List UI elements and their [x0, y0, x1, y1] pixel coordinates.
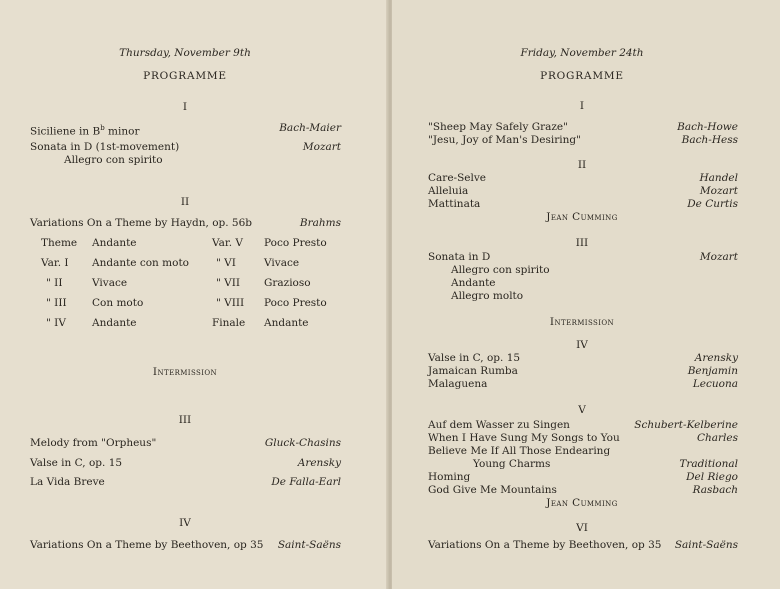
composer: De Falla-Earl [271, 476, 341, 488]
right-section-numeral: V [578, 404, 586, 416]
left-section-numeral: IV [179, 517, 191, 529]
piece-title: Variations On a Theme by Beethoven, op 35 [428, 539, 662, 551]
composer: Brahms [299, 217, 341, 229]
piece-title: Malaguena [428, 378, 488, 390]
variation-tempo: Andante [92, 317, 137, 329]
variation-number: Var. I [41, 257, 69, 269]
piece-title: God Give Me Mountains [428, 484, 557, 496]
variation-tempo: Poco Presto [264, 297, 327, 309]
piece-title: Jamaican Rumba [428, 365, 518, 377]
left-date: Thursday, November 9th [119, 47, 251, 59]
piece-title: Variations On a Theme by Beethoven, op 35 [30, 539, 264, 551]
piece-title: Auf dem Wasser zu Singen [428, 419, 570, 431]
piece-title: Melody from "Orpheus" [30, 437, 157, 449]
variation-tempo: Con moto [92, 297, 144, 309]
right-section-numeral: VI [576, 522, 588, 534]
piece-title: Young Charms [473, 458, 551, 470]
variation-number: Theme [41, 237, 78, 249]
right-section-numeral: III [575, 237, 589, 249]
performer-name: Jean Cumming [546, 497, 618, 509]
movement: Allegro con spirito [64, 154, 163, 166]
piece-title: Homing [428, 471, 471, 483]
piece-title: When I Have Sung My Songs to You [428, 432, 620, 444]
performer-name: Jean Cumming [546, 211, 618, 223]
composer: Bach-Howe [677, 121, 738, 133]
piece-title: Siciliene in $B^b$ minor [30, 124, 140, 138]
composer: Arensky [694, 352, 738, 364]
composer: Bach-Hess [681, 134, 738, 146]
right-intermission: Intermission [549, 316, 615, 328]
left-section-numeral: II [180, 196, 190, 208]
variation-number: " III [46, 297, 67, 309]
variation-number: Var. V [212, 237, 244, 249]
piece-title: Believe Me If All Those Endearing [428, 445, 611, 457]
composer: Traditional [679, 458, 738, 470]
variation-number: " IV [46, 317, 66, 329]
movement: Allegro con spirito [451, 264, 550, 276]
composer: De Curtis [687, 198, 738, 210]
composer: Mozart [699, 251, 738, 263]
piece-title: Variations On a Theme by Haydn, op. 56b [30, 217, 252, 229]
right-programme-heading: PROGRAMME [540, 70, 624, 82]
movement: Allegro molto [451, 290, 524, 302]
variation-tempo: Grazioso [264, 277, 311, 289]
composer: Schubert-Kelberine [634, 419, 738, 431]
variation-number: " II [46, 277, 63, 289]
right-section-numeral: I [579, 100, 585, 112]
piece-title: La Vida Breve [30, 476, 105, 488]
variation-tempo: Andante [92, 237, 137, 249]
piece-title: Sonata in D (1st-movement) [30, 141, 180, 153]
composer: Saint-Saëns [277, 539, 341, 551]
piece-title: Valse in C, op. 15 [428, 352, 521, 364]
left-section-numeral: I [182, 101, 188, 113]
piece-title: "Jesu, Joy of Man's Desiring" [428, 134, 581, 146]
left-section-numeral: III [178, 414, 192, 426]
composer: Lecuona [692, 378, 738, 390]
piece-title: Alleluia [428, 185, 469, 197]
composer: Gluck-Chasins [264, 437, 341, 449]
composer: Bach-Maier [279, 122, 341, 134]
composer: Rasbach [692, 484, 738, 496]
variation-tempo: Vivace [264, 257, 300, 269]
composer: Handel [699, 172, 738, 184]
movement: Andante [451, 277, 496, 289]
composer: Benjamin [687, 365, 738, 377]
composer: Arensky [297, 457, 341, 469]
variation-tempo: Andante [264, 317, 309, 329]
right-page [392, 0, 780, 589]
left-page [0, 0, 388, 589]
left-intermission: Intermission [152, 366, 218, 378]
variation-tempo: Vivace [92, 277, 128, 289]
composer: Del Riego [686, 471, 738, 483]
piece-title: "Sheep May Safely Graze" [428, 121, 568, 133]
variation-tempo: Andante con moto [92, 257, 189, 269]
piece-title: Valse in C, op. 15 [30, 457, 123, 469]
piece-title: Mattinata [428, 198, 481, 210]
composer: Saint-Saëns [674, 539, 738, 551]
piece-title: Care-Selve [428, 172, 486, 184]
variation-number: Finale [212, 317, 246, 329]
variation-number: " VIII [216, 297, 245, 309]
right-section-numeral: II [577, 159, 587, 171]
composer: Charles [696, 432, 738, 444]
composer: Mozart [302, 141, 341, 153]
variation-number: " VII [216, 277, 241, 289]
variation-number: " VI [216, 257, 236, 269]
right-section-numeral: IV [576, 339, 588, 351]
left-programme-heading: PROGRAMME [143, 70, 227, 82]
piece-title: Sonata in D [428, 251, 491, 263]
composer: Mozart [699, 185, 738, 197]
right-date: Friday, November 24th [520, 47, 644, 59]
variation-tempo: Poco Presto [264, 237, 327, 249]
